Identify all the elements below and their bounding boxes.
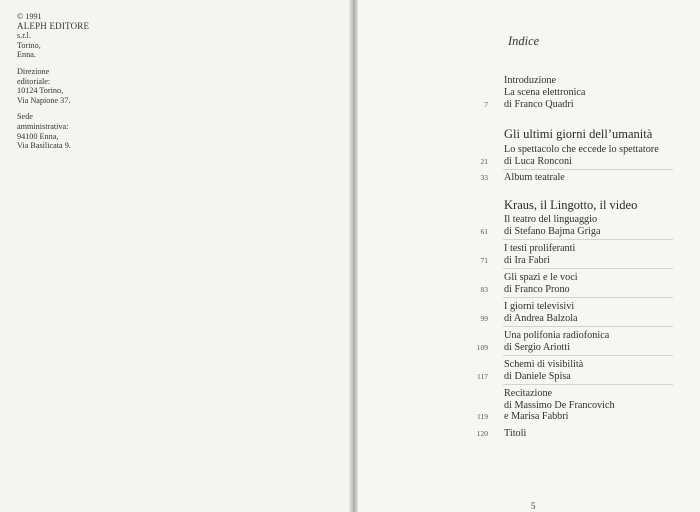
toc-entry-page: 83	[480, 284, 488, 294]
page-number: 5	[531, 501, 536, 511]
toc-entry-text	[504, 428, 526, 440]
entry-divider	[503, 355, 673, 356]
toc-entry-page: 119	[477, 412, 488, 421]
toc-entry-line: Album teatrale	[504, 172, 565, 183]
toc-intro-text: Introduzione	[504, 75, 557, 86]
toc-entry-page: 120	[476, 429, 488, 438]
entry-divider	[503, 268, 673, 269]
publisher-name: ALEPH EDITORE	[17, 20, 90, 31]
publisher-city-2: Enna.	[17, 50, 36, 60]
entry-divider	[503, 297, 673, 298]
company-type: s.r.l.	[17, 31, 31, 41]
toc-entry-line: di Sergio Ariotti	[504, 341, 571, 353]
admin-line: Sede	[17, 112, 33, 122]
toc-entry-page: 61	[480, 226, 488, 236]
toc-entry-text	[504, 359, 583, 382]
admin-line: Via Basilicata 9.	[17, 141, 71, 151]
editorial-line: editoriale:	[17, 76, 51, 86]
editorial-line: Direzione	[17, 66, 50, 76]
toc-entry-text	[504, 243, 575, 266]
toc-entry-line: di Franco Quadri	[504, 98, 574, 110]
editorial-line: 10124 Torino,	[17, 86, 64, 96]
toc-entry-line: di Ira Fabri	[504, 254, 550, 266]
toc-entry-line: di Stefano Bajma Griga	[504, 225, 601, 237]
toc-entry-line: e Marisa Fabbri	[504, 411, 569, 422]
toc-title: Indice	[508, 34, 540, 48]
toc-entry-text	[504, 272, 578, 295]
toc-entry-page: 109	[476, 342, 488, 352]
copyright-line: © 1991	[17, 12, 42, 21]
publisher-city: Torino,	[17, 40, 41, 50]
section-title: Gli ultimi giorni dell’umanità	[504, 127, 653, 141]
toc-entry-line: Titoli	[504, 428, 527, 439]
toc-entry-text	[504, 87, 585, 110]
toc-entry-page: 117	[477, 371, 488, 381]
toc-entry-line: Una polifonia radiofonica	[504, 330, 610, 341]
admin-line: 94100 Enna,	[17, 131, 59, 141]
toc-entry-line: Schemi di visibilità	[504, 359, 584, 370]
toc-entry-page: 71	[480, 255, 488, 265]
entry-divider	[503, 169, 673, 170]
entry-divider	[503, 326, 673, 327]
toc-entry-line: I giorni televisivi	[504, 301, 575, 312]
toc-entry-line: di Andrea Balzola	[504, 312, 578, 324]
toc-entry-text	[504, 144, 659, 167]
toc-entry-text	[504, 214, 600, 237]
book-gutter	[349, 0, 358, 512]
toc-entry-line: Lo spettacolo che eccede lo spettatore	[504, 144, 659, 155]
toc-entry-line: Il teatro del linguaggio	[504, 214, 598, 225]
colophon	[17, 12, 127, 158]
toc-entry-text	[504, 172, 565, 184]
toc-entry-page: 21	[480, 156, 488, 166]
admin-line: amministrativa:	[17, 121, 69, 131]
toc-entry-text	[504, 301, 578, 324]
toc-entry-line: I testi proliferanti	[504, 243, 576, 254]
toc-entry-line: Recitazione	[504, 388, 553, 399]
section-title: Kraus, il Lingotto, il video	[504, 198, 638, 212]
editorial-line: Via Napione 37.	[17, 95, 71, 105]
toc-entry-text	[504, 330, 609, 353]
entry-divider	[503, 239, 673, 240]
toc-entry-page: 7	[484, 99, 488, 109]
toc-entry-page: 99	[480, 313, 488, 323]
toc-entry-line: di Luca Ronconi	[504, 155, 572, 167]
toc-entry-line: di Daniele Spisa	[504, 370, 571, 382]
toc-entry-text	[504, 388, 615, 423]
toc-entry-page: 33	[480, 173, 488, 182]
toc-entry-line: di Massimo De Francovich	[504, 399, 615, 411]
entry-divider	[503, 384, 673, 385]
toc-entry-line: di Franco Prono	[504, 283, 570, 295]
toc-entry-line: Gli spazi e le voci	[504, 272, 578, 283]
toc-entry-line: La scena elettronica	[504, 87, 586, 98]
